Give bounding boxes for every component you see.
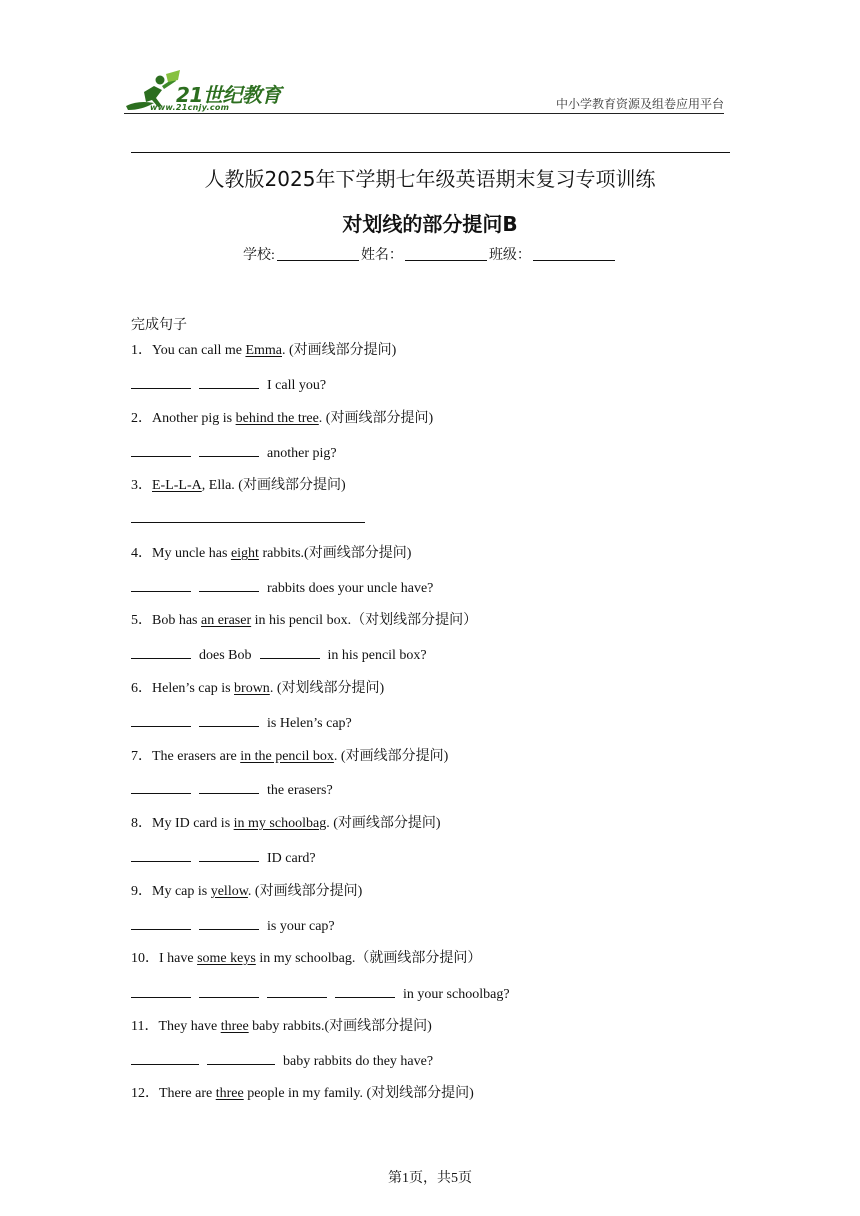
question-text: My cap is bbox=[152, 884, 211, 899]
question-number: 6． bbox=[131, 681, 152, 696]
answer-blank[interactable] bbox=[199, 917, 259, 930]
answer-blank[interactable] bbox=[131, 1052, 199, 1065]
answer-text: does Bob bbox=[199, 648, 252, 663]
answer-blank[interactable] bbox=[199, 444, 259, 457]
answer-blank[interactable] bbox=[260, 646, 320, 659]
question-7 bbox=[131, 748, 448, 766]
answer-blank[interactable] bbox=[199, 376, 259, 389]
answer-text: the erasers? bbox=[267, 783, 333, 798]
answer-8 bbox=[131, 849, 316, 868]
answer-blank[interactable] bbox=[131, 714, 191, 727]
question-text: There are bbox=[159, 1086, 216, 1101]
answer-blank[interactable] bbox=[199, 849, 259, 862]
answer-blank[interactable] bbox=[131, 444, 191, 457]
answer-text: is Helen’s cap? bbox=[267, 716, 352, 731]
underlined-text: yellow bbox=[210, 884, 248, 899]
answer-3 bbox=[131, 510, 373, 529]
question-text: They have bbox=[158, 1019, 221, 1034]
question-1 bbox=[131, 342, 396, 360]
question-number: 11． bbox=[131, 1019, 159, 1034]
answer-blank[interactable] bbox=[199, 579, 259, 592]
question-5 bbox=[131, 612, 477, 630]
name-blank[interactable] bbox=[405, 246, 487, 261]
underlined-text: three bbox=[215, 1086, 244, 1101]
question-4 bbox=[131, 545, 411, 563]
underlined-text: behind the tree bbox=[235, 411, 319, 426]
question-number: 9． bbox=[131, 884, 152, 899]
question-11 bbox=[131, 1018, 432, 1036]
answer-blank[interactable] bbox=[131, 510, 365, 523]
answer-text: ID card? bbox=[267, 851, 316, 866]
class-label: 班级： bbox=[488, 248, 531, 263]
question-number: 8． bbox=[131, 816, 152, 831]
answer-blank[interactable] bbox=[131, 376, 191, 389]
question-number: 12． bbox=[131, 1086, 159, 1101]
answer-blank[interactable] bbox=[131, 985, 191, 998]
answer-text: rabbits does your uncle have? bbox=[267, 581, 434, 596]
underlined-text: brown bbox=[234, 681, 270, 696]
question-text: Bob has bbox=[152, 613, 201, 628]
school-label: 学校: bbox=[243, 248, 275, 263]
page-header bbox=[124, 66, 724, 116]
answer-blank[interactable] bbox=[199, 985, 259, 998]
question-instruction: . (对划线部分提问) bbox=[269, 681, 385, 696]
title-divider bbox=[131, 152, 730, 153]
section-title: 完成句子 bbox=[131, 317, 187, 333]
question-8 bbox=[131, 815, 441, 833]
answer-blank[interactable] bbox=[335, 985, 395, 998]
answer-text: in your schoolbag? bbox=[403, 987, 510, 1002]
underlined-text: eight bbox=[230, 546, 259, 561]
school-blank[interactable] bbox=[277, 246, 359, 261]
class-blank[interactable] bbox=[533, 246, 615, 261]
underlined-text: E-L-L-A bbox=[152, 478, 202, 493]
answer-9 bbox=[131, 917, 335, 936]
answer-blank[interactable] bbox=[131, 917, 191, 930]
question-9 bbox=[131, 883, 362, 901]
answer-7 bbox=[131, 781, 333, 800]
question-12 bbox=[131, 1085, 474, 1103]
answer-6 bbox=[131, 714, 352, 733]
answer-2 bbox=[131, 444, 337, 463]
answer-text: I call you? bbox=[267, 378, 327, 393]
answer-blank[interactable] bbox=[131, 646, 191, 659]
answer-11 bbox=[131, 1052, 433, 1071]
question-instruction: . (对画线部分提问) bbox=[282, 343, 397, 358]
question-instruction: rabbits.(对画线部分提问) bbox=[258, 546, 412, 561]
answer-blank[interactable] bbox=[131, 849, 191, 862]
answer-1 bbox=[131, 376, 326, 395]
underlined-text: in my schoolbag bbox=[233, 816, 327, 831]
answer-text: in his pencil box? bbox=[327, 648, 427, 663]
answer-blank[interactable] bbox=[131, 781, 191, 794]
logo-url: www.21cnjy.com bbox=[150, 103, 230, 112]
question-instruction: . (对画线部分提问) bbox=[326, 816, 441, 831]
question-text: Helen’s cap is bbox=[152, 681, 235, 696]
question-instruction: . (对画线部分提问) bbox=[318, 411, 434, 426]
answer-blank[interactable] bbox=[131, 579, 191, 592]
underlined-text: an eraser bbox=[201, 613, 252, 628]
question-text: The erasers are bbox=[152, 749, 241, 764]
question-10 bbox=[131, 950, 481, 968]
question-number: 2． bbox=[131, 411, 152, 426]
question-number: 5． bbox=[131, 613, 152, 628]
question-instruction: in his pencil box.（对划线部分提问） bbox=[251, 613, 478, 628]
question-3 bbox=[131, 477, 346, 495]
question-2 bbox=[131, 410, 433, 428]
question-text: You can call me bbox=[152, 343, 246, 358]
question-instruction: baby rabbits.(对画线部分提问) bbox=[248, 1019, 432, 1034]
answer-blank[interactable] bbox=[267, 985, 327, 998]
underlined-text: in the pencil box bbox=[240, 749, 334, 764]
question-6 bbox=[131, 680, 384, 698]
header-divider bbox=[124, 113, 724, 114]
question-number: 7． bbox=[131, 749, 152, 764]
underlined-text: three bbox=[220, 1019, 249, 1034]
answer-5 bbox=[131, 646, 427, 665]
site-logo bbox=[124, 70, 294, 114]
question-text: My uncle has bbox=[152, 546, 231, 561]
question-text: Another pig is bbox=[152, 411, 236, 426]
answer-10 bbox=[131, 985, 510, 1004]
question-instruction: . (对画线部分提问) bbox=[247, 884, 363, 899]
answer-blank[interactable] bbox=[207, 1052, 275, 1065]
answer-text: is your cap? bbox=[267, 919, 335, 934]
question-number: 10． bbox=[131, 951, 159, 966]
question-instruction: people in my family. (对划线部分提问) bbox=[243, 1086, 474, 1101]
page-footer: 第1页，共5页 bbox=[388, 1171, 472, 1186]
answer-blank[interactable] bbox=[199, 714, 259, 727]
name-label: 姓名： bbox=[360, 248, 403, 263]
question-text: My ID card is bbox=[152, 816, 234, 831]
student-info bbox=[0, 244, 860, 264]
question-instruction: . (对画线部分提问) bbox=[333, 749, 449, 764]
answer-blank[interactable] bbox=[199, 781, 259, 794]
question-instruction: , Ella. (对画线部分提问) bbox=[201, 478, 346, 493]
page-title: 人教版2025年下学期七年级英语期末复习专项训练 bbox=[204, 167, 656, 191]
answer-4 bbox=[131, 579, 433, 598]
question-text: I have bbox=[159, 951, 198, 966]
underlined-text: some keys bbox=[197, 951, 256, 966]
logo-name: 21世纪教育 bbox=[176, 83, 281, 107]
question-number: 1． bbox=[131, 343, 152, 358]
answer-text: another pig? bbox=[267, 446, 337, 461]
question-number: 4． bbox=[131, 546, 152, 561]
underlined-text: Emma bbox=[245, 343, 282, 358]
question-number: 3． bbox=[131, 478, 152, 493]
question-instruction: in my schoolbag.（就画线部分提问） bbox=[255, 951, 482, 966]
page-subtitle: 对划线的部分提问B bbox=[342, 212, 518, 236]
answer-text: baby rabbits do they have? bbox=[283, 1054, 434, 1069]
header-platform-text: 中小学教育资源及组卷应用平台 bbox=[555, 97, 724, 111]
